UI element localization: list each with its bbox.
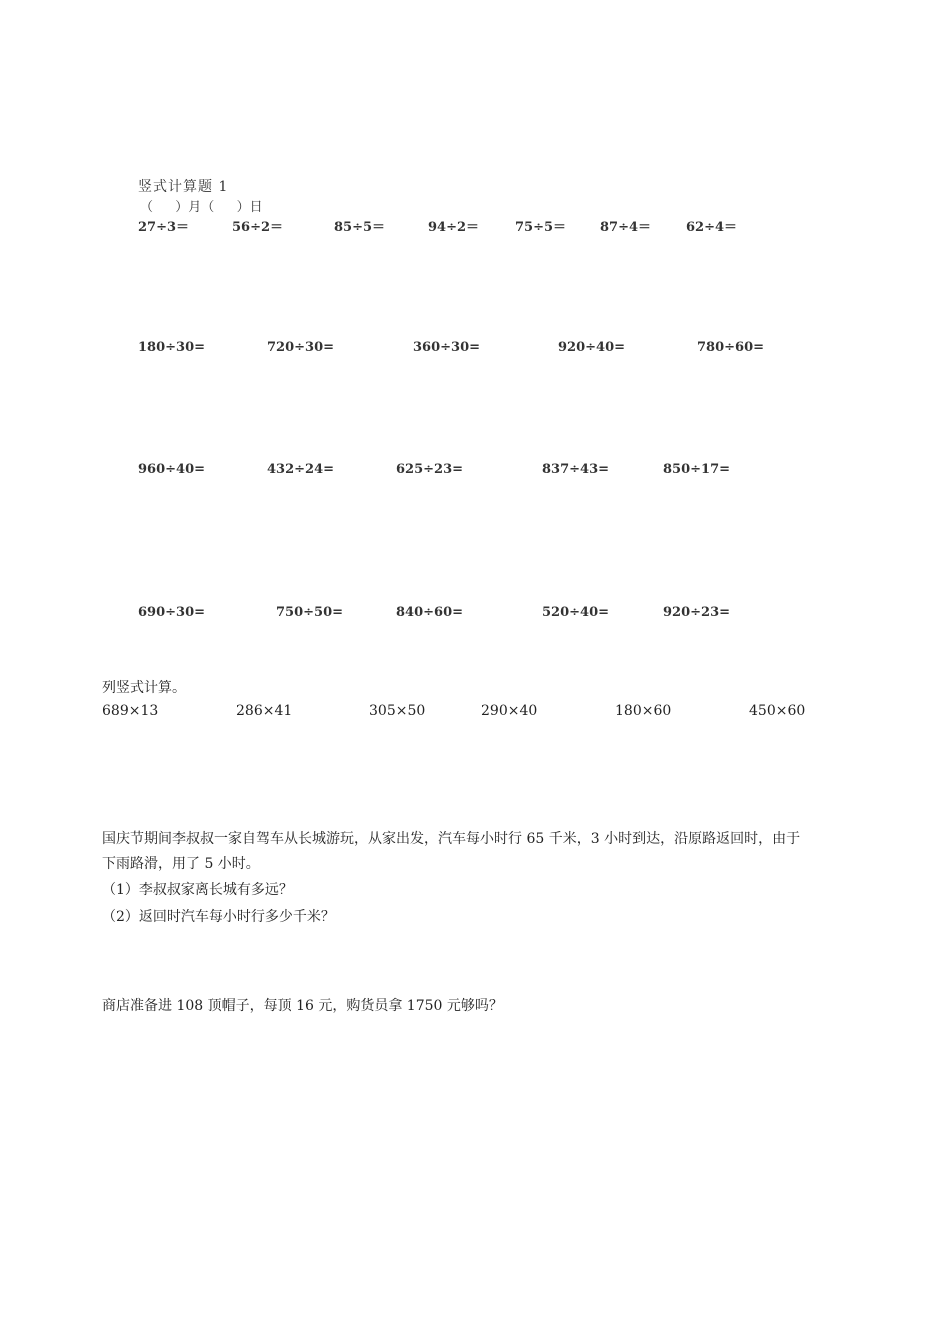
word-problem-text: 商店准备进 108 顶帽子，每顶 16 元，购货员拿 1750 元够吗？ <box>102 998 503 1014</box>
division-problem: 625÷23= <box>396 462 464 477</box>
division-problem: 850÷17= <box>663 462 731 477</box>
worksheet-title: 竖式计算题 1 <box>138 179 229 195</box>
division-problem: 360÷30= <box>413 340 481 355</box>
word-problem-text: 国庆节期间李叔叔一家自驾车从长城游玩，从家出发，汽车每小时行 65 千米，3 小时到达，沿原路返回时，由于 <box>102 831 801 847</box>
word-problem-question: （2）返回时汽车每小时行多少千米？ <box>102 909 335 925</box>
division-problem: 75÷5＝ <box>515 220 567 235</box>
division-problem: 520÷40= <box>542 605 610 620</box>
division-problem: 780÷60= <box>697 340 765 355</box>
section-title: 列竖式计算。 <box>102 680 186 696</box>
date-line <box>140 196 263 215</box>
word-problem-text: 下雨路滑，用了 5 小时。 <box>102 856 260 872</box>
date-open: （ <box>140 200 154 215</box>
division-problem: 920÷23= <box>663 605 731 620</box>
division-problem: 87÷4＝ <box>600 220 652 235</box>
division-problem: 837÷43= <box>542 462 610 477</box>
multiplication-problem: 180×60 <box>615 703 672 719</box>
division-problem: 94÷2＝ <box>428 220 480 235</box>
multiplication-problem: 290×40 <box>481 703 538 719</box>
multiplication-problem: 450×60 <box>749 703 806 719</box>
division-problem: 840÷60= <box>396 605 464 620</box>
division-problem: 27÷3＝ <box>138 220 190 235</box>
date-day: ）日 <box>236 200 263 215</box>
division-problem: 56÷2＝ <box>232 220 284 235</box>
multiplication-problem: 689×13 <box>102 703 159 719</box>
division-problem: 62÷4＝ <box>686 220 738 235</box>
division-problem: 960÷40= <box>138 462 206 477</box>
word-problem-question: （1）李叔叔家离长城有多远？ <box>102 882 293 898</box>
division-problem: 690÷30= <box>138 605 206 620</box>
date-month: ）月（ <box>175 200 215 215</box>
multiplication-problem: 286×41 <box>236 703 293 719</box>
multiplication-problem: 305×50 <box>369 703 426 719</box>
division-problem: 750÷50= <box>276 605 344 620</box>
division-problem: 920÷40= <box>558 340 626 355</box>
division-problem: 432÷24= <box>267 462 335 477</box>
division-problem: 180÷30= <box>138 340 206 355</box>
division-problem: 720÷30= <box>267 340 335 355</box>
division-problem: 85÷5＝ <box>334 220 386 235</box>
